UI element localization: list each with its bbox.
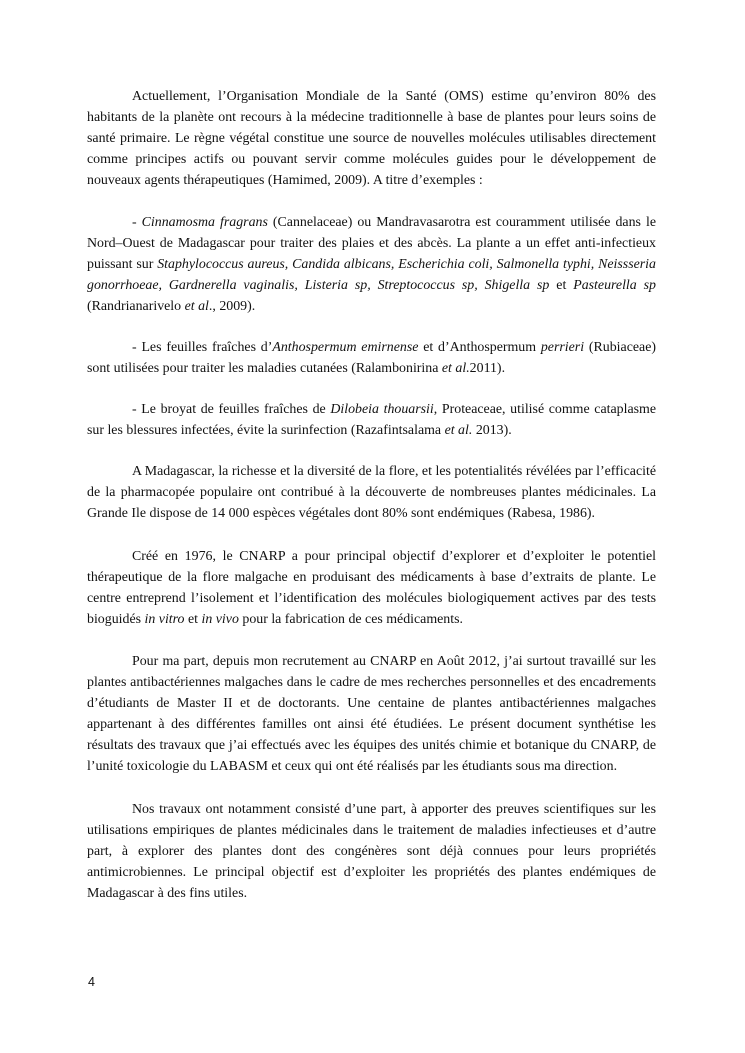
text-run: - Les feuilles fraîches d’ — [132, 340, 273, 355]
text-run: et — [549, 278, 574, 293]
text-run: et — [184, 612, 202, 627]
term-in-vitro: in vitro — [144, 612, 185, 627]
text-run: 2011). — [469, 361, 506, 376]
text-run: pour la fabrication de ces médicaments. — [238, 612, 463, 627]
text-run: et d’Anthospermum — [418, 340, 541, 355]
species-name: Cinnamosma fragrans — [141, 215, 268, 230]
paragraph-cnarp — [87, 546, 656, 630]
text-run: ., 2009). — [208, 299, 256, 314]
paragraph-intro — [87, 86, 656, 191]
text-run: (Randrianarivelo — [87, 299, 185, 314]
paragraph-example-anthospermum — [87, 337, 656, 379]
term-in-vivo: in vivo — [201, 612, 239, 627]
paragraph-madagascar-flora — [87, 461, 656, 524]
citation-et-al: et al. — [441, 361, 470, 376]
text-run: Nos travaux ont notamment consisté d’une part, à apporter des preuves scientifiques sur les utilisations empiriques de plantes médicinales dans le traitement de maladies infectieuses et d’autre part, à explorer des plantes dont des congénères sont déjà connues pour leurs propriétés antimicrobiennes. Le principal objectif est d’exploiter les propriétés des plantes endémiques de Madagascar à des fins utiles. — [87, 802, 656, 901]
citation-et-al: et al. — [444, 423, 473, 438]
text-run: Créé en 1976, le CNARP a pour principal objectif d’explorer et d’exploiter le potentiel thérapeutique de la flore malgache en produisant des médicaments à base d’extraits de plante. Le centre entreprend l’isolement et l’identification des molécules biologiquement actives par des tests bioguidés — [87, 549, 656, 627]
text-run: A Madagascar, la richesse et la diversité de la flore, et les potentialités révélées par l’efficacité de la pharmacopée populaire ont contribué à la découverte de nombreuses plantes médicinales. La Grande Ile dispose de 14 000 espèces végétales dont 80% sont endémiques (Rabesa, 1986). — [87, 464, 656, 521]
text-run: Actuellement, l’Organisation Mondiale de la Santé (OMS) estime qu’environ 80% des habitants de la planète ont recours à la médecine traditionnelle à base de plantes pour leurs soins de santé primaire. Le règne végétal constitue une source de nouvelles molécules utilisables directement comme principes actifs ou pouvant servir comme molécules guides pour le développement de nouveaux agents thérapeutiques (Hamimed, 2009). A titre d’exemples : — [87, 89, 656, 188]
text-run: 2013). — [472, 423, 512, 438]
species-name: perrieri — [540, 340, 585, 355]
paragraph-personal-work — [87, 651, 656, 777]
text-run: - Le broyat de feuilles fraîches de — [132, 402, 331, 417]
citation-et-al: et al — [184, 299, 209, 314]
species-name: Anthospermum emirnense — [272, 340, 419, 355]
species-name: Dilobeia thouarsii — [330, 402, 434, 417]
document-page — [87, 86, 656, 925]
page-number: 4 — [88, 975, 95, 989]
text-run: - — [132, 215, 142, 230]
species-name: Pasteurella sp — [573, 278, 656, 293]
text-run: (Rubiaceae) sont utilisées pour traiter les maladies cutanées (Ralambonirina — [87, 340, 656, 376]
species-list: Staphylococcus aureus, Candida albicans, Escherichia coli, Salmonella typhi, Neissseria gonorrhoeae, Gardnerella vaginalis, Listeria sp, Streptococcus sp, Shigella sp — [87, 257, 656, 293]
text-run: (Cannelaceae) ou Mandravasarotra est couramment utilisée dans le Nord–Ouest de Madagascar pour traiter des plaies et des abcès. La plante a un effet anti-infectieux puissant sur — [87, 215, 656, 272]
text-run: , Proteaceae, utilisé comme cataplasme sur les blessures infectées, évite la surinfection (Razafintsalama — [87, 402, 656, 438]
paragraph-objectives — [87, 799, 656, 904]
paragraph-example-cinnamosma — [87, 212, 656, 317]
paragraph-example-dilobeia — [87, 399, 656, 441]
text-run: Pour ma part, depuis mon recrutement au CNARP en Août 2012, j’ai surtout travaillé sur les plantes antibactériennes malgaches dans le cadre de mes recherches personnelles et des encadrements d’étudiants de Master II et de doctorants. Une centaine de plantes antibactériennes malgaches appartenant à des différentes familles ont ainsi été étudiées. Le présent document synthétise les résultats des travaux que j’ai effectués avec les équipes des unités chimie et botanique du CNARP, de l’unité toxicologie du LABASM et ceux qui ont été réalisés par les étudiants sous ma direction. — [87, 654, 656, 774]
